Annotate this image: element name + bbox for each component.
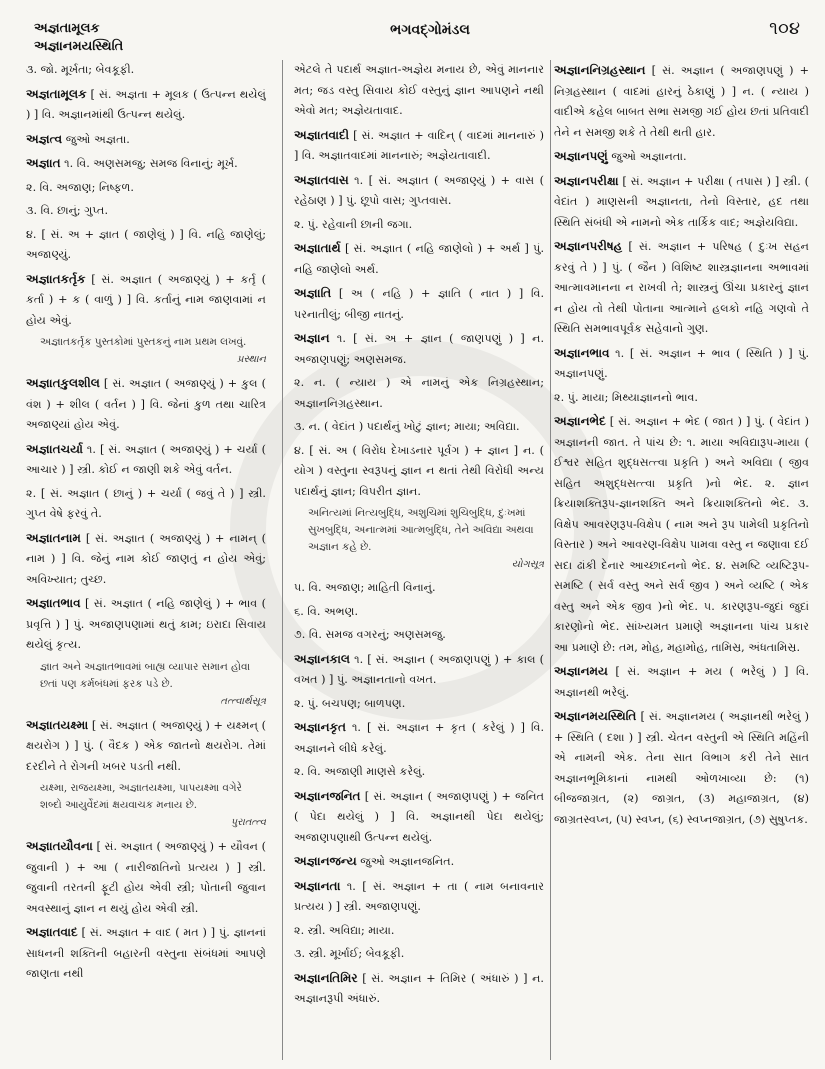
entry-headword: અજ્ઞાતવાસ [294,172,349,187]
entry-headword: અજ્ઞાનકૃત [294,720,346,734]
entry-definition: ૧. વિ. અણસમજુ; સમજ વિનાનું; મૂર્ખ. [60,157,238,170]
dictionary-entry [26,84,266,126]
dictionary-entry [26,484,266,525]
column-divider [550,60,551,1060]
entry-definition: [ સં. અજ્ઞાત ( નહિ જાણેલો ) + અર્થ ] પું. નહિ જાણેલો અર્થ. [294,242,544,276]
quote-text: અનિત્યમાં નિત્યબુદ્ધિ, અશુચિમાં શુચિબુદ્ધિ, દુઃખમાં સુખબુદ્ધિ, અનાત્મમાં આત્મબુદ્ધિ, તેને અવિદ્યા અથવા અજ્ઞાન કહે છે. [308,507,534,553]
dictionary-entry [26,715,266,778]
entry-definition: ૪. [ સં. અ + જ્ઞાત ( જાણેલું ) ] વિ. નહિ જાણેલું; અજાણ્યું. [26,227,266,261]
entry-definition: ૧. [ સં. અજ્ઞાન + તા ( નામ બનાવનાર પ્રત્યય ) ] સ્ત્રી. અજાણપણું. [294,879,544,913]
entry-definition: [ સં. અજ્ઞાત ( અજાણ્યું ) + નામન્ ( નામ ) ] વિ. જેનું નામ કોઈ જાણતું ન હોય એવું; અવિખ્યાત; તુચ્છ. [26,531,266,586]
dictionary-entry [294,921,544,942]
entry-definition: ૨. પું. રહેવાની છાની જગા. [294,217,413,231]
dictionary-entry [554,146,809,168]
entry-headword: અજ્ઞાનનિગ્રહસ્થાન [554,63,646,77]
dictionary-entry [294,215,544,236]
entry-definition: [ સં. અજ્ઞાત + વાદિન્ ( વાદમાં માનનારું ) ] વિ. અજ્ઞાતવાદમાં માનનારું; અજ્ઞેયતાવાદી. [294,128,544,162]
entry-definition: ૨. [ સં. અજ્ઞાત ( છાનું ) + ચર્યા ( જવું તે ) ] સ્ત્રી. ગુપ્ત વેષે ફરવું તે. [26,486,266,520]
citation-quote [294,505,544,573]
entry-definition: ૨. પું. બચપણ; બાળપણ. [294,696,406,710]
entry-definition: [ સં. અજ્ઞાત ( નહિ જાણેલું ) + ભાવ ( પ્રવૃત્તિ ) ] પું. અજાણપણામાં થતું કામ; ઇરાદા સિવાય થયેલું કૃત્ય. [26,597,266,651]
dictionary-entry [294,238,544,280]
citation-quote [26,334,266,368]
entry-definition: ૨. પું. માયા; મિથ્યાજ્ઞાનનો ભાવ. [554,390,698,404]
dictionary-entry [26,225,266,266]
column-1 [26,60,266,1060]
entry-headword: અજ્ઞાનજનિત [294,788,361,803]
column-2 [294,60,544,1060]
quote-source: યોગસૂત્ર [511,559,544,570]
dictionary-entry [294,968,544,1010]
entry-definition: ૩. જો. મૂર્ખતા; બેવકૂફી. [26,63,135,76]
entry-definition: [ સં. અજ્ઞાન + મય ( ભરેલું ) ] વિ. અજ્ઞાનથી ભરેલું. [554,665,809,699]
dictionary-entry [26,178,266,199]
entry-headword: અજ્ઞાતભાવ [26,596,81,610]
entry-definition: [ સં. અજ્ઞતા + મૂલક ( ઉત્પન્ન થયેલું ) ] વિ. અજ્ઞાનમાંથી ઉત્પન્ન થયેલું. [26,87,266,121]
page-number: ૧૦૪ [769,18,800,39]
dictionary-entry [294,649,544,691]
entry-headword: અજ્ઞાનમય [554,664,608,678]
running-head-left [34,20,123,56]
dictionary-entry [294,602,544,623]
dictionary-entry [294,441,544,503]
dictionary-entry [294,717,544,759]
entry-definition: ૪. [ સં. અ ( વિરોધ દેખાડનાર પૂર્વગ ) + જ્ઞાન ] ન. ( યોગ ) વસ્તુના સ્વરૂપનું જ્ઞાન ન થતાં તેથી વિરોધી અન્ય પદાર્થનું જ્ઞાન; વિપરીત જ્ઞાન. [294,443,544,498]
dictionary-entry [294,851,544,873]
dictionary-entry [26,129,266,151]
entry-definition: ૧. [ સં. અજ્ઞાત ( અજાણ્યું ) + વાસ ( રહેઠાણ ) ] પું. છૂપો વાસ; ગુપ્તવાસ. [294,173,544,207]
entry-headword: અજ્ઞાતચર્યા [26,441,83,456]
entry-headword: અજ્ઞાનભેદ [554,414,606,428]
dictionary-entry [26,201,266,222]
dictionary-entry [554,343,809,385]
entry-headword: અજ્ઞાનતિમિર [294,970,358,985]
entry-headword: અજ્ઞાતનામ [26,530,81,545]
quote-source: પ્રસ્થાન [236,354,266,365]
last-headword: અજ્ઞાનમયસ્થિતિ [34,39,124,54]
entry-definition: ૧. [ સં. અજ્ઞાન ( અજાણપણું ) + કાલ ( વખત ) ] પું. અજ્ઞાનતાનો વખત. [294,652,544,686]
dictionary-entry [26,528,266,591]
entry-headword: અજ્ઞાનકાલ [294,651,351,666]
entry-definition: જુઓ અજ્ઞાનતા. [607,150,687,163]
entry-headword: અજ્ઞતામૂલક [26,86,87,101]
citation-quote [26,780,266,831]
entry-definition: [ સં. અજ્ઞાન + ભેદ ( જાત ) ] પું. ( વેદાંત ) અજ્ઞાનની જાત. તે પાંચ છે: ૧. માયા અવિદ્યારૂપ-માયા ( ઈશ્વર સહિત શુદ્ધસત્ત્વા પ્રકૃતિ ) અને અવિદ્યા ( જીવ સહિત અશુદ્ધસત્ત્વા પ્રકૃતિ )નો ભેદ. ૨. જ્ઞાન ક્રિયાશક્તિરૂપ-જ્ઞાનશક્તિ અને ક્રિયાશક્તિનો ભેદ. ૩. વિક્ષેપ આવરણરૂપ-વિક્ષેપ ( નામ અને રૂપ પામેલી પ્રકૃતિનો વિસ્તાર ) અને આવરણ-વિક્ષેપ પામવા વસ્તુ ન જણાવા દઈ સદા ઢાંકી દેનાર આચ્છાદનનો ભેદ. ૪. સમષ્ટિ વ્યષ્ટિરૂપ-સમષ્ટિ ( સર્વ વસ્તુ અને સર્વ જીવ ) અને વ્યષ્ટિ ( એક વસ્તુ અને એક જીવ )નો ભેદ. ૫. કારણરૂપ-જુદાં જુદાં કારણોનો ભેદ. સાંખ્યમત પ્રમાણે અજ્ઞાનના પાંચ પ્રકાર આ પ્રમાણે છે: તમ, મોહ, મહામોહ, તામિસ્ર, અંધતામિસ્ર. [554,415,809,654]
entry-definition: ૩. વિ. છાનું; ગુપ્ત. [26,204,109,217]
entry-headword: અજ્ઞાનપરીક્ષા [554,173,619,188]
dictionary-entry [26,60,266,81]
entry-definition: જુઓ અજ્ઞાનજનિત. [356,855,455,868]
entry-headword: અજ્ઞાતવાદ [26,925,78,939]
entry-headword: અજ્ઞાત [26,156,61,170]
dictionary-entry [294,876,544,918]
dictionary-title: ભગવદ્ગોમંડલ [390,22,470,38]
dictionary-entry [294,762,544,783]
entry-definition: [ સં. અજ્ઞાત ( અજાણ્યું ) + યૌવન ( જુવાની ) + આ ( નારીજાતિનો પ્રત્યય ) ] સ્ત્રી. જુવાની તરતની ફૂટી હોય એવી સ્ત્રી; પોતાની જુવાન અવસ્થાનું જ્ઞાન ન થયું હોય એવી સ્ત્રી. [26,840,266,915]
entry-headword: અજ્ઞાનપણું [554,149,608,163]
entry-definition: ૬. વિ. અભણ. [294,604,359,618]
dictionary-entry [294,125,544,167]
dictionary-entry [26,439,266,481]
dictionary-entry [294,283,544,325]
entry-definition: ૧. [ સં. અ + જ્ઞાન ( જાણપણું ) ] ન. અજાણપણું; અણસમજ. [294,332,544,366]
entry-definition: એટલે તે પદાર્થ અજ્ઞાત-અજ્ઞેય મનાય છે, એવું માનનાર મત; જડ વસ્તુ સિવાય કોઈ વસ્તુનું જ્ઞાન આપણને નથી એવો મત; અજ્ઞેયતાવાદ. [294,63,544,117]
dictionary-entry [294,373,544,414]
entry-definition: ૩. ન. ( વેદાંત ) પદાર્થનું ખોટું જ્ઞાન; માયા; અવિદ્યા. [294,420,520,433]
page-header [0,0,825,64]
entry-definition: [ સં. અજ્ઞાન ( અજાણપણું ) + નિગ્રહસ્થાન ( વાદમાં હારનું ઠેકાણું ) ] ન. ( ન્યાય ) વાદીએ કહેલ બાબત સભા સમજી ગઈ હોય છતાં પ્રતિવાદી તેને ન સમજી શકે તે તેથી થતી હાર. [554,64,809,139]
entry-definition: [ સં. અજ્ઞાત ( અજાણ્યું ) + કુલ ( વંશ ) + શીલ ( વર્તન ) ] વિ. જેનાં કુળ તથા ચારિત્ર અજાણ્યાં હોય એવું. [26,377,266,431]
dictionary-entry [294,944,544,965]
entry-headword: અજ્ઞાન [294,331,330,345]
entry-definition: ૨. વિ. અજાણી માણસે કરેલું. [294,765,426,778]
entry-headword: અજ્ઞાનમયસ્થિતિ [554,709,637,723]
dictionary-entry [26,153,266,175]
column-3 [554,60,809,1060]
entry-definition: [ સં. અજ્ઞાત + વાદ ( મત ) ] પું. જ્ઞાનનાં સાધનની શક્તિની બહારની વસ્તુના સંબંધમાં આપણે જાણતા નથી [26,926,266,980]
entry-definition: [ સં. અજ્ઞાન + પરિષહ ( દુઃખ સહન કરવું તે ) ] પું. ( જૈન ) વિશિષ્ટ શાસ્ત્રજ્ઞાનના અભાવમાં આત્માવમાનના ન રાખવી તે; શાસ્ત્રનું ઊંચા પ્રકારનું જ્ઞાન ન હોય તો તેથી પોતાના આત્માને હલકો નહિ ગણવો તે સ્થિતિ સમભાવપૂર્વક સહેવાનો ગુણ. [554,240,809,335]
entry-headword: અજ્ઞાતયૌવના [26,839,93,853]
dictionary-entry [294,625,544,646]
entry-definition: ૧. [ સં. અજ્ઞાન + ભાવ ( સ્થિતિ ) ] પું. અજ્ઞાનપણું. [554,346,809,380]
entry-definition: [ સં. અજ્ઞાન + પરીક્ષા ( તપાસ ) ] સ્ત્રી. ( વેદાંત ) માણસની અજ્ઞાનતા, તેનો વિસ્તાર, હદ તથા સ્થિતિ સંબંધી એ નામનો એક તાર્કિક વાદ; અજ્ઞેયવિદ્યા. [554,174,809,229]
entry-headword: અજ્ઞાતિ [294,286,332,300]
quote-text: જ્ઞાત અને અજ્ઞાતભાવમાં બાહ્ય વ્યાપાર સમાન હોવા છતાં પણ કર્મબંધમાં ફરક પડે છે. [40,660,250,690]
entry-headword: અજ્ઞાનપરીષહ [554,239,623,253]
entry-definition: ૨. વિ. અજાણ; નિષ્ફળ. [26,180,134,194]
dictionary-entry [554,661,809,703]
quote-source: પુરાતત્ત્વ [230,817,266,828]
entry-headword: અજ્ઞત્વ [26,131,63,146]
entry-headword: અજ્ઞાતવાદી [294,127,350,142]
dictionary-entry [26,373,266,436]
entry-definition: [ સં. અજ્ઞાન ( અજાણપણું ) + જનિત ( પેદા થયેલું ) ] વિ. અજ્ઞાનથી પેદા થયેલું; અજાણપણાથી ઉત્પન્ન થયેલું. [294,789,544,844]
dictionary-entry [26,269,266,332]
dictionary-entry [294,786,544,849]
entry-definition: ૧. [ સં. અજ્ઞાત ( અજાણ્યું ) + ચર્યા ( આચાર ) ] સ્ત્રી. કોઈ ન જાણી શકે એવું વર્તન. [26,442,266,476]
dictionary-entry [294,328,544,370]
entry-definition: જુઓ અજ્ઞતા. [62,132,130,146]
dictionary-columns [26,60,809,1060]
entry-headword: અજ્ઞાતકુલશીલ [26,376,100,390]
entry-definition: [ અ ( નહિ ) + જ્ઞાતિ ( નાત ) ] વિ. પરનાતીલું; બીજી નાતનું. [294,287,544,321]
dictionary-entry [554,60,809,143]
dictionary-entry [554,706,809,830]
quote-source: તત્ત્વાર્થસૂત્ર [220,695,266,707]
dictionary-entry [554,236,809,340]
quote-text: અજ્ઞાતકર્તૃક પુસ્તકોમાં પુસ્તકનું નામ પ્રથમ લખવું. [40,336,247,348]
dictionary-entry [554,388,809,409]
column-divider [282,60,283,1060]
dictionary-entry [294,60,544,122]
entry-headword: અજ્ઞાનતા [294,878,341,893]
entry-headword: અજ્ઞાતાર્થ [294,241,341,255]
dictionary-entry [554,411,809,658]
first-headword: અજ્ઞતામૂલક [34,21,100,36]
entry-headword: અજ્ઞાતયક્ષ્મા [26,717,89,732]
entry-definition: [ સં. અજ્ઞાત ( અજાણ્યું ) + યક્ષ્મન્ ( ક્ષયરોગ ) ] પું. ( વૈદક ) એક જાતનો ક્ષયરોગ. તેમાં દરદીને તે રોગની ખબર પડતી નથી. [26,718,266,773]
dictionary-entry [26,836,266,919]
dictionary-entry [26,593,266,656]
dictionary-entry [294,578,544,599]
dictionary-entry [294,417,544,438]
entry-definition: [ સં. અજ્ઞાન + તિમિર ( અંધારું ) ] ન. અજ્ઞાનરૂપી અંધારું. [294,971,544,1005]
entry-definition: ૭. વિ. સમજ વગરનું; અણસમજુ. [294,628,446,641]
entry-definition: ૫. વિ. અજાણ; માહિતી વિનાનું. [294,581,436,594]
entry-definition: ૨. ન. ( ન્યાય ) એ નામનું એક નિગ્રહસ્થાન; અજ્ઞાનનિગ્રહસ્થાન. [294,376,544,410]
dictionary-entry [294,170,544,212]
entry-headword: અજ્ઞાનભાવ [554,345,610,360]
quote-text: યક્ષ્મા, રાજયક્ષ્મા, અજ્ઞાતયક્ષ્મા, પાપયક્ષ્મા વગેરે શબ્દો આયુર્વેદમાં ક્ષયવાચક મનાય છે. [40,782,242,811]
entry-headword: અજ્ઞાતકર્તૃક [26,271,86,286]
dictionary-entry [26,922,266,985]
entry-headword: અજ્ઞાનજન્ય [294,854,357,868]
entry-definition: ૧. [ સં. અજ્ઞાન + કૃત ( કરેલું ) ] વિ. અજ્ઞાનને લીધે કરેલું. [294,721,544,755]
dictionary-entry [554,171,809,234]
entry-definition: [ સં. અજ્ઞાત ( અજાણ્યું ) + કર્તૃ ( કર્તા ) + ક ( વાળું ) ] વિ. કર્તાનું નામ જાણવામાં ન હોય એવું. [26,272,266,327]
entry-definition: [ સં. અજ્ઞાનમય ( અજ્ઞાનથી ભરેલું ) + સ્થિતિ ( દશા ) ] સ્ત્રી. ચેતન વસ્તુની એ સ્થિતિ મહિંની એ નામની એક. તેના સાત વિભાગ કરી તેને સાત અજ્ઞાનભૂમિકાનાં નામથી ઓળખાવ્યા છે: (૧) બીજજાગ્રત, (૨) જાગ્રત, (૩) મહાજાગ્રત, (૪) જાગ્રતસ્વપ્ન, (૫) સ્વપ્ન, (૬) સ્વપ્નજાગ્રત, (૭) સુષુપ્તક. [554,710,809,826]
entry-definition: ૨. સ્ત્રી. અવિદ્યા; માયા. [294,923,395,937]
entry-definition: ૩. સ્ત્રી. મૂર્ખાઈ; બેવકૂફી. [294,947,405,960]
citation-quote [26,659,266,710]
dictionary-entry [294,694,544,715]
